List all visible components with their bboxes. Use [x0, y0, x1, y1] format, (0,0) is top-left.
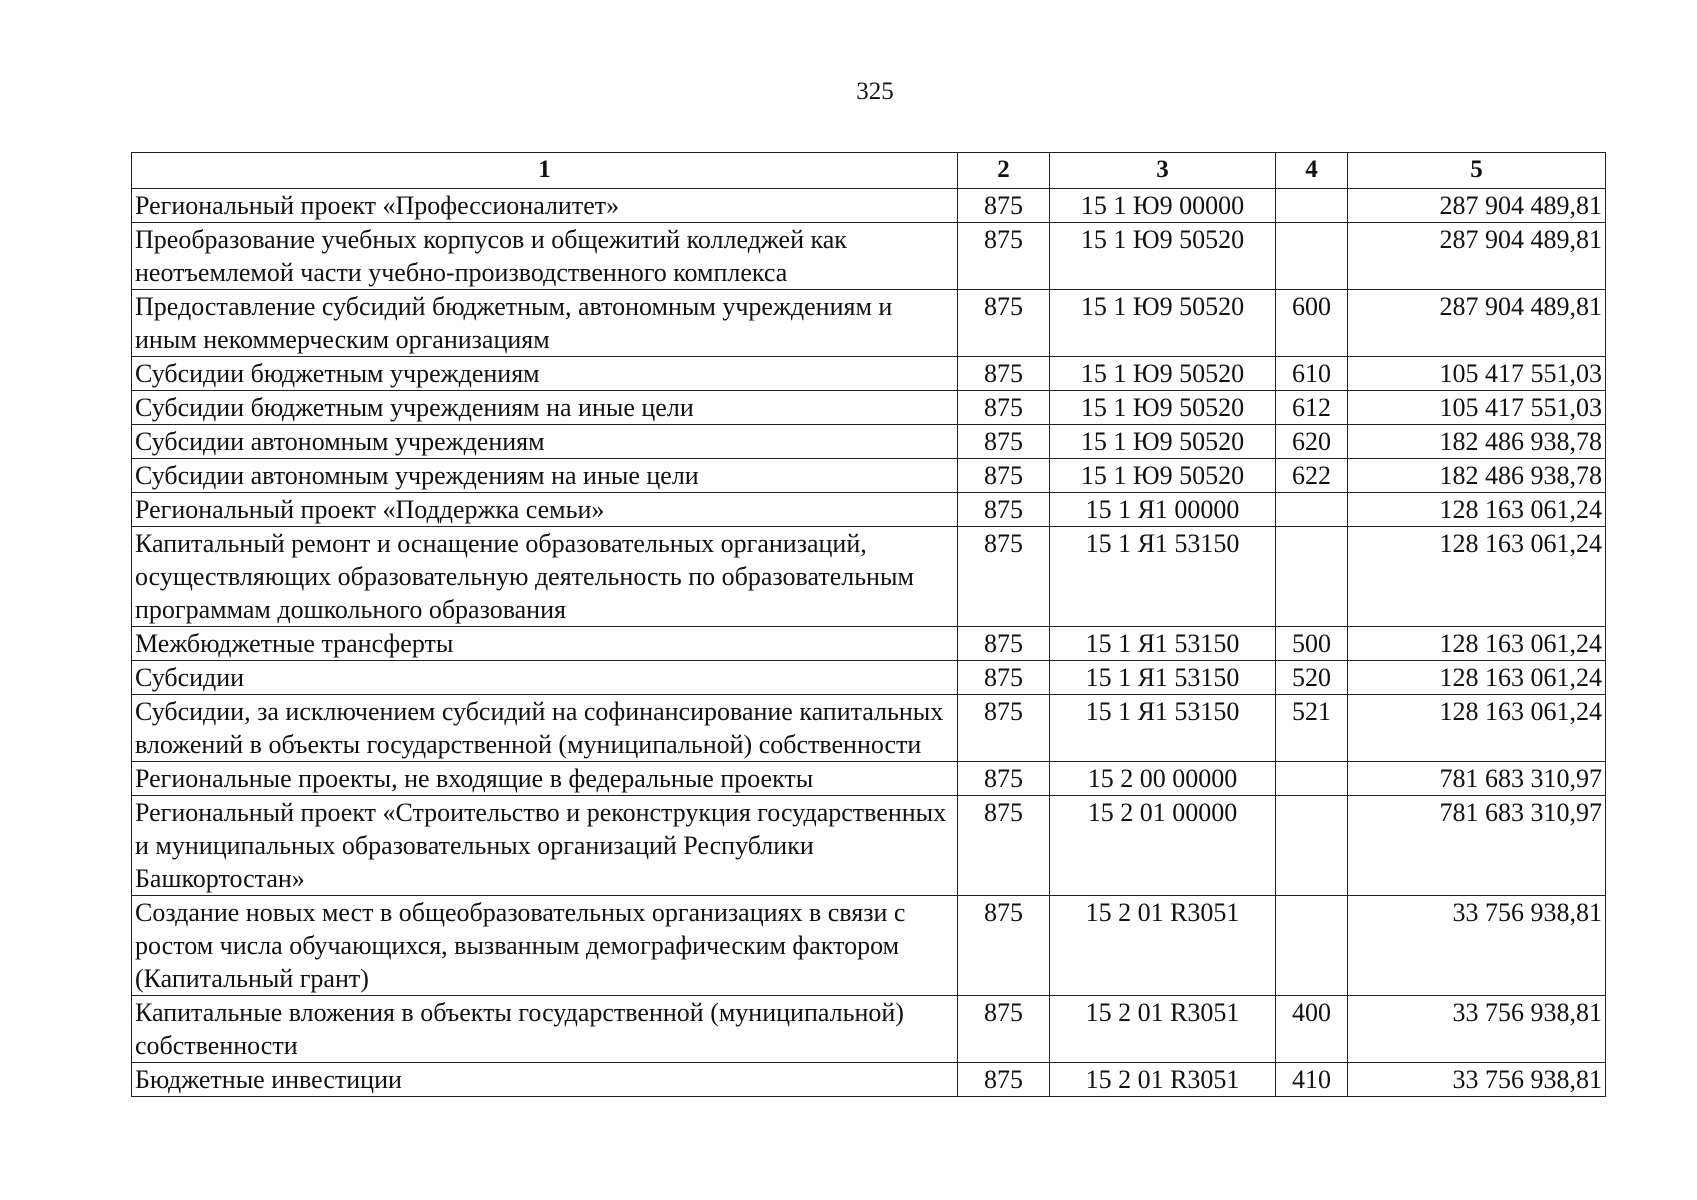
sum-cell: 33 756 938,81 [1348, 996, 1606, 1063]
csr-cell: 15 1 Я1 53150 [1050, 527, 1276, 627]
csr-cell: 15 1 Я1 53150 [1050, 695, 1276, 762]
ved-cell: 875 [958, 425, 1050, 459]
name-cell: Субсидии автономным учреждениям [132, 425, 958, 459]
name-cell: Региональный проект «Профессионалитет» [132, 189, 958, 223]
vr-cell: 521 [1276, 695, 1348, 762]
table-row [132, 290, 1606, 357]
name-cell: Субсидии, за исключением субсидий на софинансирование капитальных вложений в объекты государственной (муниципальной) собственности [132, 695, 958, 762]
csr-cell: 15 2 00 00000 [1050, 762, 1276, 796]
table-row [132, 357, 1606, 391]
sum-cell: 128 163 061,24 [1348, 661, 1606, 695]
ved-cell: 875 [958, 627, 1050, 661]
csr-cell: 15 1 Ю9 00000 [1050, 189, 1276, 223]
vr-cell [1276, 762, 1348, 796]
name-cell: Предоставление субсидий бюджетным, автономным учреждениям и иным некоммерческим организациям [132, 290, 958, 357]
sum-cell: 781 683 310,97 [1348, 762, 1606, 796]
vr-cell: 610 [1276, 357, 1348, 391]
sum-cell: 105 417 551,03 [1348, 357, 1606, 391]
header-col-4: 4 [1276, 153, 1348, 189]
sum-cell: 182 486 938,78 [1348, 459, 1606, 493]
ved-cell: 875 [958, 796, 1050, 896]
csr-cell: 15 1 Я1 53150 [1050, 627, 1276, 661]
vr-cell [1276, 527, 1348, 627]
vr-cell: 600 [1276, 290, 1348, 357]
vr-cell: 612 [1276, 391, 1348, 425]
sum-cell: 128 163 061,24 [1348, 627, 1606, 661]
table-header-row [132, 153, 1606, 189]
ved-cell: 875 [958, 996, 1050, 1063]
sum-cell: 128 163 061,24 [1348, 527, 1606, 627]
table-row [132, 762, 1606, 796]
sum-cell: 287 904 489,81 [1348, 290, 1606, 357]
csr-cell: 15 1 Ю9 50520 [1050, 290, 1276, 357]
vr-cell [1276, 896, 1348, 996]
name-cell: Капитальные вложения в объекты государственной (муниципальной) собственности [132, 996, 958, 1063]
name-cell: Субсидии автономным учреждениям на иные цели [132, 459, 958, 493]
sum-cell: 128 163 061,24 [1348, 493, 1606, 527]
csr-cell: 15 1 Ю9 50520 [1050, 425, 1276, 459]
header-col-2: 2 [958, 153, 1050, 189]
csr-cell: 15 2 01 R3051 [1050, 996, 1276, 1063]
ved-cell: 875 [958, 1063, 1050, 1097]
ved-cell: 875 [958, 661, 1050, 695]
ved-cell: 875 [958, 223, 1050, 290]
table-row [132, 996, 1606, 1063]
vr-cell: 400 [1276, 996, 1348, 1063]
vr-cell [1276, 223, 1348, 290]
vr-cell: 410 [1276, 1063, 1348, 1097]
csr-cell: 15 2 01 R3051 [1050, 896, 1276, 996]
name-cell: Субсидии [132, 661, 958, 695]
name-cell: Региональный проект «Поддержка семьи» [132, 493, 958, 527]
table-row [132, 391, 1606, 425]
table-row [132, 627, 1606, 661]
sum-cell: 105 417 551,03 [1348, 391, 1606, 425]
vr-cell: 622 [1276, 459, 1348, 493]
name-cell: Преобразование учебных корпусов и общежитий колледжей как неотъемлемой части учебно-производственного комплекса [132, 223, 958, 290]
ved-cell: 875 [958, 527, 1050, 627]
ved-cell: 875 [958, 762, 1050, 796]
header-col-5: 5 [1348, 153, 1606, 189]
budget-table [131, 152, 1606, 1097]
name-cell: Региональный проект «Строительство и реконструкция государственных и муниципальных образовательных организаций Республики Башкортостан» [132, 796, 958, 896]
sum-cell: 182 486 938,78 [1348, 425, 1606, 459]
csr-cell: 15 1 Ю9 50520 [1050, 459, 1276, 493]
vr-cell: 620 [1276, 425, 1348, 459]
table-row [132, 493, 1606, 527]
ved-cell: 875 [958, 189, 1050, 223]
table-row [132, 896, 1606, 996]
vr-cell [1276, 796, 1348, 896]
sum-cell: 287 904 489,81 [1348, 189, 1606, 223]
table-row [132, 527, 1606, 627]
csr-cell: 15 1 Ю9 50520 [1050, 223, 1276, 290]
table-row [132, 425, 1606, 459]
table-row [132, 661, 1606, 695]
vr-cell: 520 [1276, 661, 1348, 695]
table-row [132, 189, 1606, 223]
ved-cell: 875 [958, 459, 1050, 493]
name-cell: Межбюджетные трансферты [132, 627, 958, 661]
name-cell: Субсидии бюджетным учреждениям [132, 357, 958, 391]
sum-cell: 33 756 938,81 [1348, 1063, 1606, 1097]
sum-cell: 33 756 938,81 [1348, 896, 1606, 996]
sum-cell: 287 904 489,81 [1348, 223, 1606, 290]
page-number: 325 [856, 78, 894, 105]
header-col-3: 3 [1050, 153, 1276, 189]
name-cell: Капитальный ремонт и оснащение образовательных организаций, осуществляющих образовательную деятельность по образовательным программам дошкольного образования [132, 527, 958, 627]
table-row [132, 796, 1606, 896]
csr-cell: 15 1 Ю9 50520 [1050, 357, 1276, 391]
ved-cell: 875 [958, 896, 1050, 996]
ved-cell: 875 [958, 290, 1050, 357]
sum-cell: 781 683 310,97 [1348, 796, 1606, 896]
table-row [132, 223, 1606, 290]
csr-cell: 15 2 01 00000 [1050, 796, 1276, 896]
sum-cell: 128 163 061,24 [1348, 695, 1606, 762]
name-cell: Субсидии бюджетным учреждениям на иные цели [132, 391, 958, 425]
csr-cell: 15 2 01 R3051 [1050, 1063, 1276, 1097]
ved-cell: 875 [958, 493, 1050, 527]
vr-cell: 500 [1276, 627, 1348, 661]
table-row [132, 1063, 1606, 1097]
name-cell: Создание новых мест в общеобразовательных организациях в связи с ростом числа обучающихся, вызванным демографическим фактором (Капитальный грант) [132, 896, 958, 996]
name-cell: Региональные проекты, не входящие в федеральные проекты [132, 762, 958, 796]
csr-cell: 15 1 Ю9 50520 [1050, 391, 1276, 425]
name-cell: Бюджетные инвестиции [132, 1063, 958, 1097]
csr-cell: 15 1 Я1 00000 [1050, 493, 1276, 527]
table-row [132, 459, 1606, 493]
csr-cell: 15 1 Я1 53150 [1050, 661, 1276, 695]
table-row [132, 695, 1606, 762]
header-col-1: 1 [132, 153, 958, 189]
vr-cell [1276, 189, 1348, 223]
ved-cell: 875 [958, 357, 1050, 391]
vr-cell [1276, 493, 1348, 527]
ved-cell: 875 [958, 695, 1050, 762]
ved-cell: 875 [958, 391, 1050, 425]
table-body [132, 189, 1606, 1097]
